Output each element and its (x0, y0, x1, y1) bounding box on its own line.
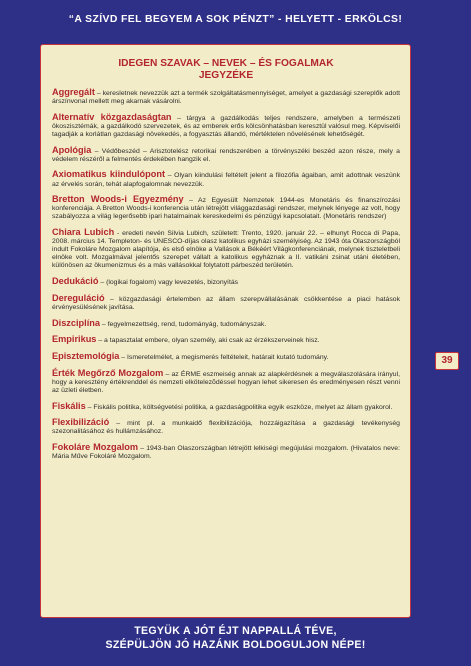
page-number-tab: 39 (435, 352, 459, 370)
entry-definition: – (logikai fogalom) vagy levezetés, bizonyítás (98, 279, 239, 287)
entry-definition: – az ÉRME eszmeiség annak az alapkérdésnek a megválaszolására irányul, hogy a keresztény értékrenddel és nemzeti elkötelezõdéssel hogyan lehet sikeresen és eredményesen részt venni az üzleti életben. (52, 370, 400, 394)
glossary-entry (52, 228, 400, 270)
entry-term: Apológia (52, 144, 92, 155)
glossary-entry (52, 146, 400, 164)
glossary-entry (52, 369, 400, 395)
entry-term: Chiara Lubich (52, 227, 115, 238)
glossary-entry (52, 277, 400, 287)
entry-definition: – Védőbeszéd – Arisztotelész retorikai rendszerében a törvényszéki beszéd azon része, mely a védelem részéről a felmentés érdekében hangzik el. (52, 147, 400, 163)
glossary-title-line2: JEGYZÉKE (198, 70, 254, 81)
glossary-entry (52, 352, 400, 362)
entry-definition: – Olyan kiindulási feltételt jelent a filozófia ágaiban, amit adottnak veszünk az érvelés során, tehát alapfogalomnak nevezzük. (52, 172, 400, 188)
glossary-entry (52, 170, 400, 188)
entry-term: Aggregált (52, 87, 95, 97)
entry-definition: – keresletnek nevezzük azt a termék szolgáltatásmennyiséget, amelyet a gazdasági szereplők adott árszínvonal mellett meg akarnak vásárolni. (52, 90, 400, 106)
glossary-entry (52, 195, 400, 221)
entry-definition: – a tapasztalat embere, olyan személy, aki csak az érzékszerveinek hisz. (96, 337, 320, 345)
entry-definition: – Az Egyesült Nemzetek 1944-es Monetáris és finanszírozási konferenciája. A Bretton Woods-i konferencia után létrejött világgazdasági rendszer, melynek lényege az volt, hogy szabályozza a világ legerősebb ipari hatalmainak kereskedelmi és pénzügyi kapcsolatait. (Monetáris rendszer) (52, 197, 401, 221)
entry-term: Dereguláció (52, 292, 105, 303)
glossary-entry (52, 113, 400, 139)
entry-definition: – 1943-ban Olaszországban létrejött lelkiségi megújulási mozgalom. (Hivatalos neve: Mária Műve Fokoláré Mozgalom. (52, 445, 400, 461)
entry-term: Episztemológia (52, 351, 120, 361)
entry-definition: – közgazdasági értelemben az állam szerepvállalásának csökkentése a piaci hatások érvényesülésének javítása. (52, 295, 400, 311)
entry-term: Flexibilizáció (52, 417, 110, 428)
bottom-banner-line1: TEGYÜK A JÓT ÉJT NAPPALLÁ TÉVE, (134, 625, 337, 637)
entry-term: Fiskális (52, 400, 86, 411)
entry-term: Bretton Woods-i Egyezmény (52, 194, 184, 205)
glossary-panel (40, 44, 411, 618)
entry-definition: – mint pl. a munkaidő flexibilizációja, hozzáigazítása a gazdasági tevékenység szezonalitásához és hullámzásához. (52, 420, 400, 436)
entry-term: Empirikus (52, 334, 97, 345)
glossary-entry (52, 418, 400, 436)
glossary-entry (52, 88, 400, 106)
glossary-heading (52, 58, 400, 82)
entry-term: Dedukáció (52, 276, 99, 287)
entry-term: Fokoláre Mozgalom (52, 442, 139, 453)
entry-definition: - eredeti nevén Silvia Lubich, született: Trento, 1920. január 22. – elhunyt Rocca di Papa, 2008. március 14. Templeton- és UNESCO-díjas olasz katolikus egyházi személyiség. Az 1943 óta Olaszországból indult Fokoláre Mozgalom alapítója, és első elnöke a Vallások a Békéért Világkonferenciának, melynek tiszteletbeli elnöke volt. Mozgalmával jelentős szerepet vállalt a katolikus egyháznak a II. vatikáni zsinat utáni életében, különösen az ökumenizmus és a más vallásokkal folytatott párbeszéd területén. (52, 230, 400, 270)
glossary-entry (52, 335, 400, 345)
glossary-entry (52, 294, 400, 312)
entry-term: Érték Megőrző Mozgalom (52, 367, 164, 378)
glossary-title-line1: IDEGEN SZAVAK – NEVEK – ÉS FOGALMAK (118, 58, 334, 69)
glossary-entry (52, 443, 400, 461)
entry-definition: – fegyelmezettség, rend, tudományág, tudományszak. (100, 320, 267, 328)
entry-term: Axiomatikus kiindulópont (52, 169, 166, 180)
top-banner: “A SZÍVD FEL BEGYEM A SOK PÉNZT” - HELYETT - ERKÖLCS! (68, 14, 403, 25)
entry-definition: – Fiskális politika, költségvetési politika, a gazdaságpolitika egyik eszköze, melyet az állam gyakorol. (85, 403, 393, 411)
entry-term: Diszciplína (52, 317, 100, 328)
bottom-banner (0, 624, 471, 652)
entry-term: Alternatív közgazdaságtan (52, 111, 172, 122)
glossary-entry (52, 402, 400, 412)
glossary-entry (52, 319, 400, 329)
bottom-banner-line2: SZÉPÜLJÖN JÓ HAZÁNK BOLDOGULJON NÉPE! (105, 639, 366, 651)
entry-definition: – Ismeretelmélet, a megismerés feltételeit, határait kutató tudomány. (119, 354, 329, 361)
entry-definition: – tárgya a gazdálkodás teljes rendszere, amelyben a természeti ökoszisztémák, a gazdálkodó szervezetek, és az emberek erős kölcsönhatásban keresztül valósul meg. Képviselői tagadják a korlátlan gazdasági növekedés, a fogyasztás állandó, mértéktelen növelésének lehetőségét. (52, 114, 400, 138)
